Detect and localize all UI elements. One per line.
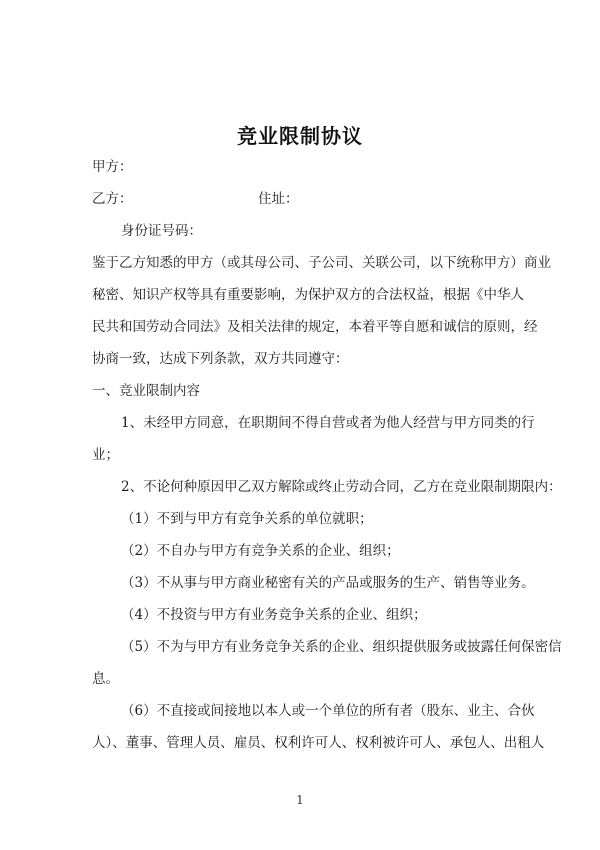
list-item: （6）不直接或间接地以本人或一个单位的所有者（股东、业主、合伙: [121, 703, 535, 719]
list-item: （1）不到与甲方有竞争关系的单位就职；: [121, 511, 373, 527]
address-label: 住址：: [258, 191, 299, 207]
clause-line: 1、未经甲方同意，在职期间不得自营或者为他人经营与甲方同类的行: [121, 415, 535, 431]
list-item: 人）、董事、管理人员、雇员、权利许可人、权利被许可人、承包人、出租人: [92, 735, 545, 751]
page-number: 1: [296, 793, 304, 807]
clause-line: 2、不论何种原因甲乙双方解除或终止劳动合同，乙方在竞业限制期限内：: [121, 479, 562, 495]
document-title: 竞业限制协议: [237, 124, 363, 148]
list-item: （2）不自办与甲方有竞争关系的企业、组织；: [121, 543, 400, 559]
list-item: （4）不投资与甲方有业务竞争关系的企业、组织；: [121, 607, 427, 623]
intro-line: 民共和国劳动合同法》及相关法律的规定，本着平等自愿和诚信的原则，经: [92, 319, 538, 335]
intro-line: 鉴于乙方知悉的甲方（或其母公司、子公司、关联公司，以下统称甲方）商业: [92, 255, 551, 271]
clause-line: 业；: [92, 447, 119, 463]
party-b-label: 乙方：: [92, 191, 133, 207]
party-a-label: 甲方：: [92, 159, 133, 175]
list-item: 息。: [92, 671, 119, 687]
section-heading: 一、竞业限制内容: [92, 383, 200, 399]
intro-line: 协商一致，达成下列条款，双方共同遵守：: [92, 351, 349, 367]
list-item: （3）不从事与甲方商业秘密有关的产品或服务的生产、销售等业务。: [121, 575, 535, 591]
list-item: （5）不为与甲方有业务竞争关系的企业、组织提供服务或披露任何保密信: [121, 639, 562, 655]
id-number-label: 身份证号码：: [121, 223, 202, 239]
intro-line: 秘密、知识产权等具有重要影响，为保护双方的合法权益，根据《中华人: [92, 287, 524, 303]
